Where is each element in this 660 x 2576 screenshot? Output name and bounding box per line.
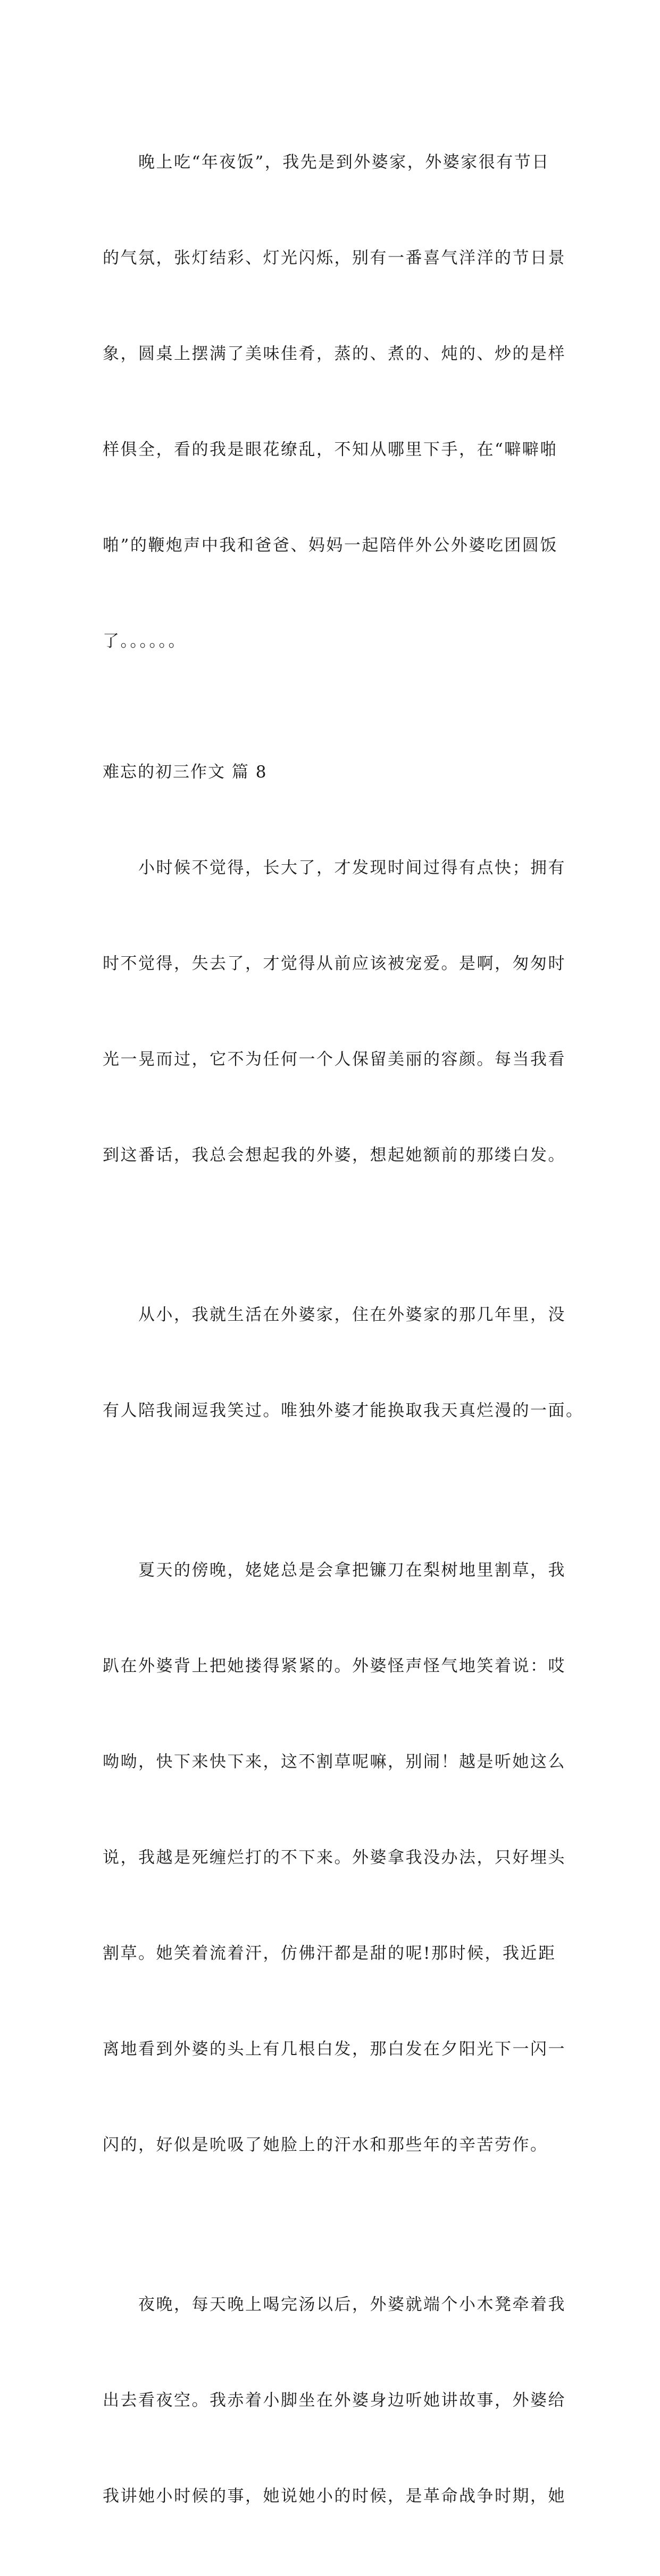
text-line: 夜晚，每天晚上喝完汤以后，外婆就端个小木凳牵着我	[103, 2295, 566, 2314]
text-line: 光一晃而过，它不为任何一个人保留美丽的容颜。每当我看	[103, 1050, 566, 1069]
text-line: 时不觉得，失去了，才觉得从前应该被宠爱。是啊，匆匆时	[103, 954, 566, 973]
paragraph-night-sky	[103, 2225, 566, 2576]
text-line: 啪”的鞭炮声中我和爸爸、妈妈一起陪伴外公外婆吃团圆饭	[103, 536, 558, 555]
text-line: 闪的，好似是吮吸了她脸上的汗水和那些年的辛苦劳作。	[103, 2135, 548, 2155]
paragraph-new-year-dinner	[103, 82, 566, 721]
text-line: 我讲她小时候的事，她说她小的时候，是革命战争时期，她	[103, 2487, 566, 2506]
paragraph-childhood	[103, 1235, 584, 1490]
text-line: 从小，我就生活在外婆家，住在外婆家的那几年里，没	[103, 1305, 566, 1324]
paragraph-time-passes	[103, 788, 566, 1235]
text-line: 样俱全，看的我是眼花缭乱，不知从哪里下手，在“噼噼啪	[103, 440, 558, 459]
text-line: 有人陪我闹逗我笑过。唯独外婆才能换取我天真烂漫的一面。	[103, 1401, 584, 1420]
section-heading: 难忘的初三作文 篇 8	[103, 763, 268, 782]
text-line: 象，圆桌上摆满了美味佳肴，蒸的、煮的、炖的、炒的是样	[103, 344, 566, 363]
text-line: 割草。她笑着流着汗，仿佛汗都是甜的呢!那时候，我近距	[103, 1944, 556, 1963]
text-line: 出去看夜空。我赤着小脚坐在外婆身边听她讲故事，外婆给	[103, 2391, 566, 2410]
text-line: 趴在外婆背上把她搂得紧紧的。外婆怪声怪气地笑着说：哎	[103, 1656, 566, 1676]
text-line: 小时候不觉得，长大了，才发现时间过得有点快；拥有	[103, 858, 566, 877]
text-line: 了。。。。。。	[103, 632, 186, 651]
text-line: 的气氛，张灯结彩、灯光闪烁，别有一番喜气洋洋的节日景	[103, 249, 566, 268]
text-line: 夏天的傍晚，姥姥总是会拿把镰刀在梨树地里割草，我	[103, 1561, 566, 1580]
text-line: 说，我越是死缠烂打的不下来。外婆拿我没办法，只好埋头	[103, 1848, 566, 1867]
text-line: 晚上吃“年夜饭”，我先是到外婆家，外婆家很有节日	[103, 153, 550, 172]
text-line: 离地看到外婆的头上有几根白发，那白发在夕阳光下一闪一	[103, 2040, 566, 2059]
text-line: 到这番话，我总会想起我的外婆，想起她额前的那缕白发。	[103, 1146, 566, 1165]
text-line: 呦呦，快下来快下来，这不割草呢嘛，别闹！越是听她这么	[103, 1752, 566, 1771]
paragraph-summer-evening	[103, 1490, 566, 2225]
document-body	[103, 82, 584, 2576]
section-gap	[103, 721, 558, 756]
